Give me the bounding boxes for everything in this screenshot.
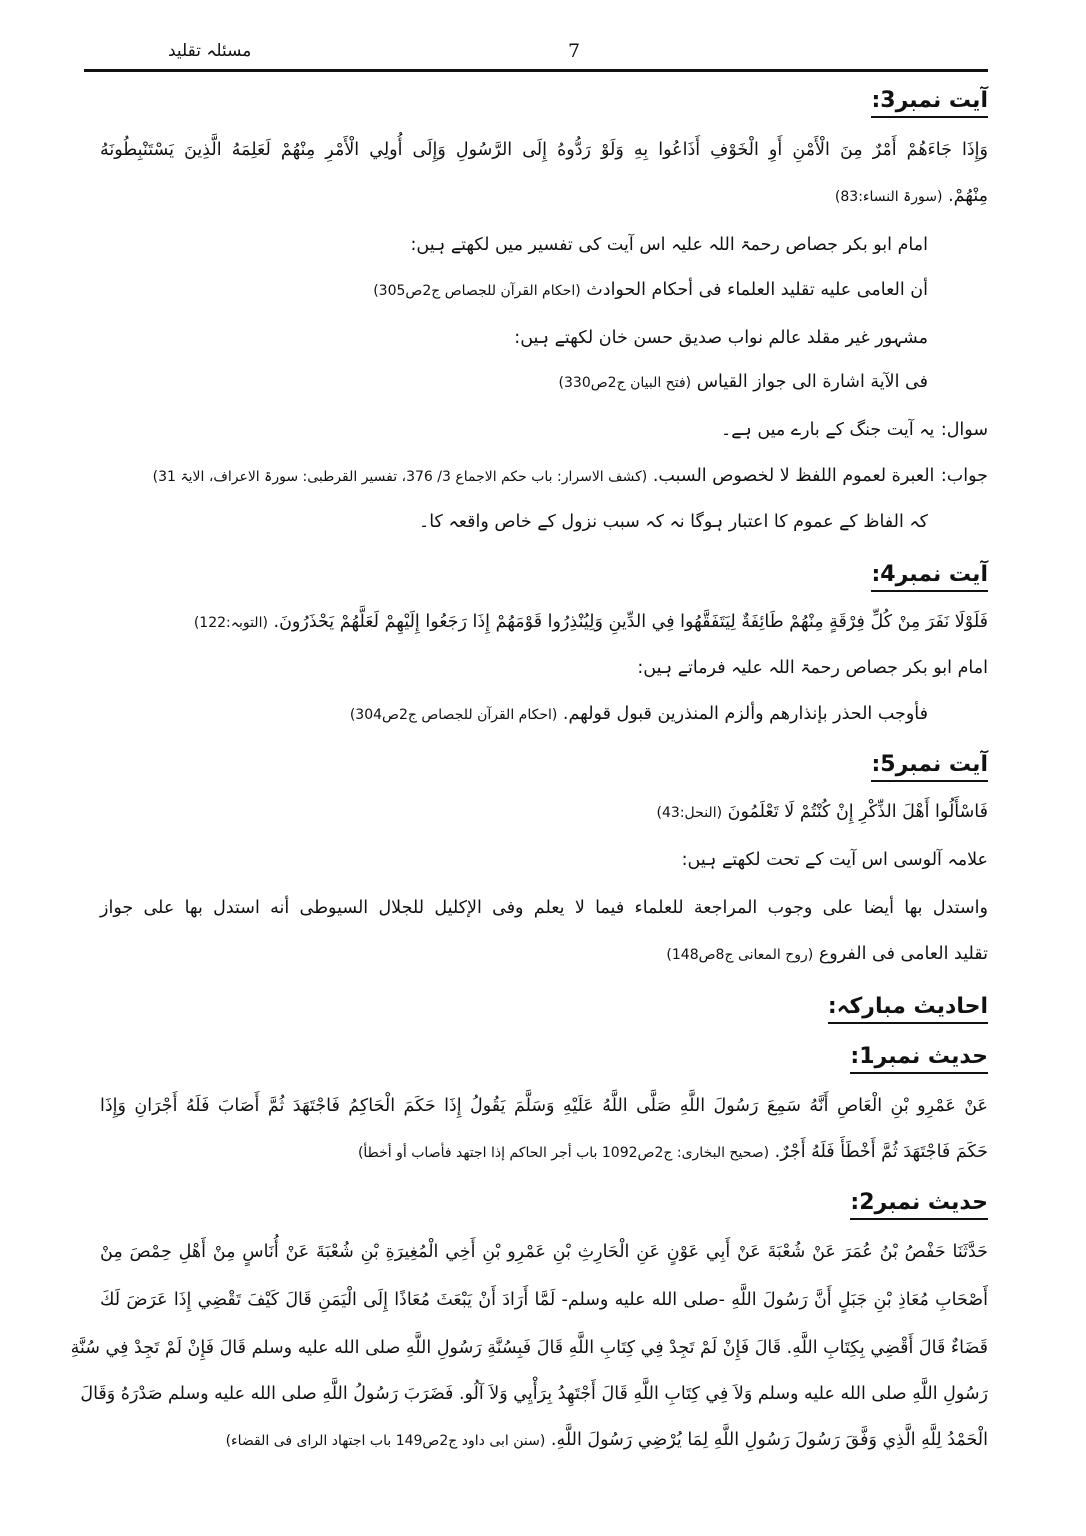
ayat3-question-line bbox=[721, 420, 988, 440]
running-title: مسئلہ تقلید bbox=[168, 41, 252, 61]
ayat4-verse: فَلَوْلَا نَفَرَ مِنْ كُلِّ فِرْقَةٍ مِنْهُمْ طَائِفَةٌ لِيَتَفَقَّهُوا فِي الدِّينِ وَلِيُنْذِرُوا قَوْمَهُمْ إِذَا رَجَعُوا إِلَيْهِمْ لَعَلَّهُمْ يَحْذَرُونَ. bbox=[273, 612, 988, 632]
question-label: سوال: bbox=[940, 420, 988, 440]
ayat3-nawab-intro: مشہور غیر مقلد عالم نواب صدیق حسن خان لکھتے ہیں: bbox=[514, 328, 928, 348]
hadith2-line4: رَسُولِ اللَّهِ صلى الله عليه وسلم وَلاَ فِي كِتَابِ اللَّهِ قَالَ أَجْتَهِدُ بِرَأْيِي وَلاَ آلُو. فَضَرَبَ رَسُولُ اللَّهِ صلى الله عليه وسلم صَدْرَهُ وَقَالَ bbox=[80, 1384, 988, 1404]
ayat3-jassas-quote: أن العامی علیه تقلید العلماء فی أحکام الحوادث bbox=[586, 280, 928, 300]
ayat3-nawab-quote: فی الآیة اشارة الی جواز القیاس bbox=[696, 372, 928, 392]
ayat5-verse: فَاسْأَلُوا أَهْلَ الذِّكْرِ إِنْ كُنْتُمْ لَا تَعْلَمُونَ bbox=[727, 802, 988, 822]
heading-hadith-2: حدیث نمبر2: bbox=[850, 1190, 988, 1220]
hadith1-line2 bbox=[358, 1142, 988, 1162]
ayat4-jassas-intro: امام ابو بکر جصاص رحمۃ اللہ علیہ فرماتے ہیں: bbox=[637, 658, 988, 678]
hadith1-text-end: حَكَمَ فَاجْتَهَدَ ثُمَّ أَخْطَأَ فَلَهُ أَجْرٌ. bbox=[774, 1142, 988, 1162]
ayat3-answer-line bbox=[153, 466, 988, 486]
answer-text: العبرة لعموم اللفظ لا لخصوص السبب. bbox=[652, 466, 935, 486]
ayat5-alusi-line1: واستدل بها أیضا علی وجوب المراجعة للعلماء فیما لا یعلم وفی الإکلیل للجلال السیوطی أنه استدل بها علی جواز bbox=[100, 898, 988, 918]
hadith2-line1: حَدَّثَنَا حَفْصُ بْنُ عُمَرَ عَنْ شُعْبَةَ عَنْ أَبِي عَوْنٍ عَنِ الْحَارِثِ بْنِ عَمْرِو بْنِ أَخِي الْمُغِيرَةِ بْنِ شُعْبَةَ عَنْ أُنَاسٍ مِنْ أَهْلِ حِمْصَ مِنْ bbox=[100, 1242, 988, 1262]
ayat3-jassas-intro: امام ابو بکر جصاص رحمۃ اللہ علیہ اس آیت کی تفسیر میں لکھتے ہیں: bbox=[410, 235, 928, 255]
ayat4-jassas-quote: فأوجب الحذر بإنذارهم وألزم المنذرين قبول قولهم. bbox=[562, 704, 928, 724]
header-rule bbox=[84, 69, 988, 72]
ayat3-verse-reference: (سورۃ النساء:83) bbox=[834, 189, 943, 205]
hadith2-reference: (سنن ابی داود ج2ص149 باب اجتهاد الرای فی القضاء) bbox=[225, 1433, 546, 1449]
answer-explanation: کہ الفاظ کے عموم کا اعتبار ہوگا نہ کہ سبب نزول کے خاص واقعہ کا۔ bbox=[418, 512, 928, 532]
page-number: 7 bbox=[568, 40, 581, 62]
ayat5-verse-line bbox=[657, 802, 988, 822]
ayat5-alusi-intro: علامہ آلوسی اس آیت کے تحت لکھتے ہیں: bbox=[681, 850, 988, 870]
ayat4-verse-reference: (التوبہ:122) bbox=[193, 615, 268, 631]
ayat3-nawab-reference: (فتح البیان ج2ص330) bbox=[558, 375, 692, 391]
ayat4-jassas-reference: (احکام القرآن للجصاص ج2ص304) bbox=[349, 707, 558, 723]
ayat3-verse-line1: وَإِذَا جَاءَهُمْ أَمْرٌ مِنَ الْأَمْنِ أَوِ الْخَوْفِ أَذَاعُوا بِهِ وَلَوْ رَدُّوهُ إِلَى الرَّسُولِ وَإِلَى أُولِي الْأَمْرِ مِنْهُمْ لَعَلِمَهُ الَّذِينَ يَسْتَنْبِطُونَهُ bbox=[100, 140, 988, 160]
question-text: یہ آیت جنگ کے بارے میں ہے۔ bbox=[721, 420, 935, 440]
hadith2-line2: أَصْحَابِ مُعَاذِ بْنِ جَبَلٍ أَنَّ رَسُولَ اللَّهِ -صلى الله عليه وسلم- لَمَّا أَرَادَ أَنْ يَبْعَثَ مُعَاذًا إِلَى الْيَمَنِ قَالَ كَيْفَ تَقْضِي إِذَا عَرَضَ لَكَ bbox=[100, 1290, 988, 1310]
ayat3-verse-line2 bbox=[835, 186, 988, 206]
hadith2-line3: قَضَاءٌ قَالَ أَقْضِي بِكِتَابِ اللَّهِ. قَالَ فَإِنْ لَمْ تَجِدْ فِي كِتَابِ اللَّهِ قَالَ فَبِسُنَّةِ رَسُولِ اللَّهِ صلى الله عليه وسلم قَالَ فَإِنْ لَمْ تَجِدْ فِي سُنَّةِ bbox=[70, 1338, 988, 1358]
ayat4-verse-line bbox=[194, 612, 988, 632]
hadith1-line1: عَنْ عَمْرِو بْنِ الْعَاصِ أَنَّهُ سَمِعَ رَسُولَ اللَّهِ صَلَّى اللَّهُ عَلَيْهِ وَسَلَّمَ يَقُولُ إِذَا حَكَمَ الْحَاكِمُ فَاجْتَهَدَ ثُمَّ أَصَابَ فَلَهُ أَجْرَانِ وَإِذَا bbox=[100, 1096, 988, 1116]
ayat5-verse-reference: (النحل:43) bbox=[656, 805, 723, 821]
ayat4-jassas-quote-line bbox=[350, 704, 928, 724]
heading-ayat-3: آیت نمبر3: bbox=[871, 88, 988, 118]
ayat3-jassas-quote-line bbox=[373, 280, 928, 300]
ayat3-verse-end: مِنْهُمْ. bbox=[948, 186, 988, 206]
heading-ayat-4: آیت نمبر4: bbox=[871, 562, 988, 592]
ayat5-alusi-reference: (روح المعانی ج8ص148) bbox=[666, 947, 814, 963]
hadith2-line5 bbox=[226, 1430, 988, 1450]
heading-hadith-1: حدیث نمبر1: bbox=[850, 1044, 988, 1074]
answer-label: جواب: bbox=[940, 466, 988, 486]
ayat5-alusi-quote-end: تقلید العامی فی الفروع bbox=[818, 944, 988, 964]
hadith2-text-end: الْحَمْدُ لِلَّهِ الَّذِي وَفَّقَ رَسُولَ رَسُولِ اللَّهِ لِمَا يُرْضِي رَسُولَ اللَّهِ. bbox=[550, 1430, 988, 1450]
ayat3-jassas-reference: (احکام القرآن للجصاص ج2ص305) bbox=[373, 283, 581, 299]
ayat3-nawab-quote-line bbox=[559, 372, 928, 392]
answer-reference: (کشف الاسرار: باب حکم الاجماع 3/ 376، تفسیر القرطبی: سورۃ الاعراف، الایۃ 31) bbox=[152, 469, 648, 485]
hadith1-reference: (صحیح البخاری: ج2ص1092 باب أجر الحاکم إذا اجتهد فأصاب أو أخطأ) bbox=[357, 1145, 770, 1161]
ayat5-alusi-line2 bbox=[666, 944, 988, 964]
heading-ahadith: احادیث مبارکہ: bbox=[828, 994, 988, 1024]
heading-ayat-5: آیت نمبر5: bbox=[871, 752, 988, 782]
